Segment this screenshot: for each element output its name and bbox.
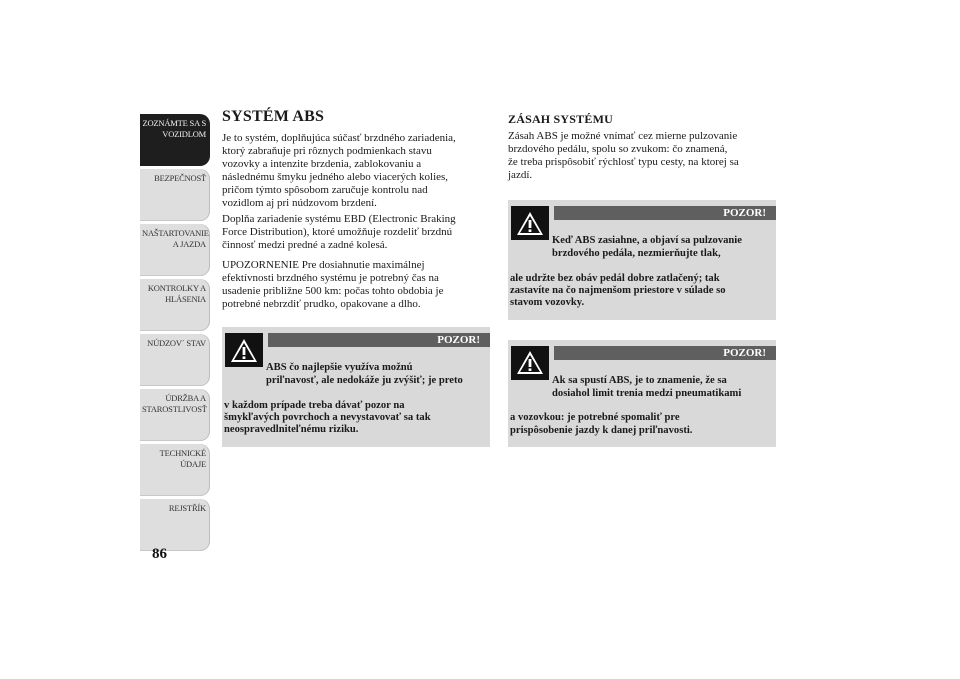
tab-bezpecnost[interactable] [140, 169, 210, 221]
tab-label: REJSTŘÍK [168, 503, 206, 513]
tab-udrzba-a-starostlivost[interactable] [140, 389, 210, 441]
warning-label: POZOR! [554, 346, 776, 360]
tab-label: ZOZNÁMTE SA S VOZIDLOM [142, 118, 206, 139]
paragraph: Doplňa zariadenie systému EBD (Electronic Braking Force Distribution), ktoré umožňuje rozdeliť brzdnú činnosť medzi predné a zadné kolesá. [222, 213, 456, 251]
tab-label: NÚDZOV´ STAV [147, 338, 206, 348]
section-title-abs: SYSTÉM ABS [222, 108, 325, 125]
paragraph: Je to systém, doplňujúca súčasť brzdného zariadenia, ktorý zabraňuje pri rôznych podmienkach stavu vozovky a intenzite brzdenia, zablokovaniu a následnému šmyku jedného alebo viacerých kolies, pričom týmto spôsobom zaručuje kontrolu nad vozidlom aj pri núdzovom brzdení. [222, 132, 456, 209]
left-column [222, 108, 490, 447]
tab-label: NAŠTARTOVANIE A JAZDA [142, 228, 209, 249]
tab-label: BEZPEČNOSŤ [154, 173, 206, 183]
tab-rejstrik[interactable] [140, 499, 210, 551]
warning-text [224, 350, 490, 437]
warning-triangle-icon [225, 333, 263, 367]
section-title-zasah: ZÁSAH SYSTÉMU [508, 112, 613, 126]
right-column [508, 108, 776, 447]
warning-label: POZOR! [554, 206, 776, 220]
warning-text-rest: a vozovkou: je potrebné spomaliť pre prispôsobenie jazdy k danej priľnavosti. [510, 412, 693, 436]
tab-label: KONTROLKY A HLÁSENIA [147, 283, 206, 304]
warning-box [508, 340, 776, 447]
tab-zoznamte-sa-s-vozidlom[interactable] [140, 114, 210, 166]
warning-text-first: Keď ABS zasiahne, a objaví sa pulzovanie brzdového pedála, nezmierňujte tlak, [552, 235, 742, 259]
tab-nastartovanie-a-jazda[interactable] [140, 224, 210, 276]
warning-text [510, 223, 776, 310]
tab-label: TECHNICKÉ ÚDAJE [159, 448, 206, 469]
warning-text [510, 363, 776, 437]
warning-triangle-icon [511, 346, 549, 380]
tab-kontrolky-a-hlasenia[interactable] [140, 279, 210, 331]
tab-label: ÚDRŽBA A STAROSTLIVOSŤ [142, 393, 207, 414]
paragraph: Zásah ABS je možné vnímať cez mierne pulzovanie brzdového pedálu, spolu so zvukom: čo znamená, že treba prispôsobiť rýchlosť typu cesty, na ktorej sa jazdí. [508, 130, 739, 181]
tab-nudzovy-stav[interactable] [140, 334, 210, 386]
warning-box [508, 200, 776, 320]
warning-label: POZOR! [268, 333, 490, 347]
warning-text-first: ABS čo najlepšie využíva možnú priľnavosť, ale nedokáže ju zvýšiť; je preto [266, 362, 463, 386]
page-number: 86 [152, 546, 167, 562]
warning-text-first: Ak sa spustí ABS, je to znamenie, že sa dosiahol limit trenia medzi pneumatikami [552, 375, 742, 399]
warning-text-rest: v každom prípade treba dávať pozor na šmykľavých povrchoch a nevystavovať sa tak neospravedlniteľnému riziku. [224, 399, 431, 436]
warning-box [222, 327, 490, 447]
warning-text-rest: ale udržte bez obáv pedál dobre zatlačený; tak zastavíte na čo najmenšom priestore v súlade so stavom vozovky. [510, 272, 726, 309]
warning-triangle-icon [511, 206, 549, 240]
tab-technicke-udaje[interactable] [140, 444, 210, 496]
paragraph-upozornenie: UPOZORNENIE Pre dosiahnutie maximálnej efektívnosti brzdného systému je potrebný čas na usadenie približne 500 km: počas tohto obdobia je potrebné nebrzdiť prudko, opakovane a dlho. [222, 259, 444, 310]
